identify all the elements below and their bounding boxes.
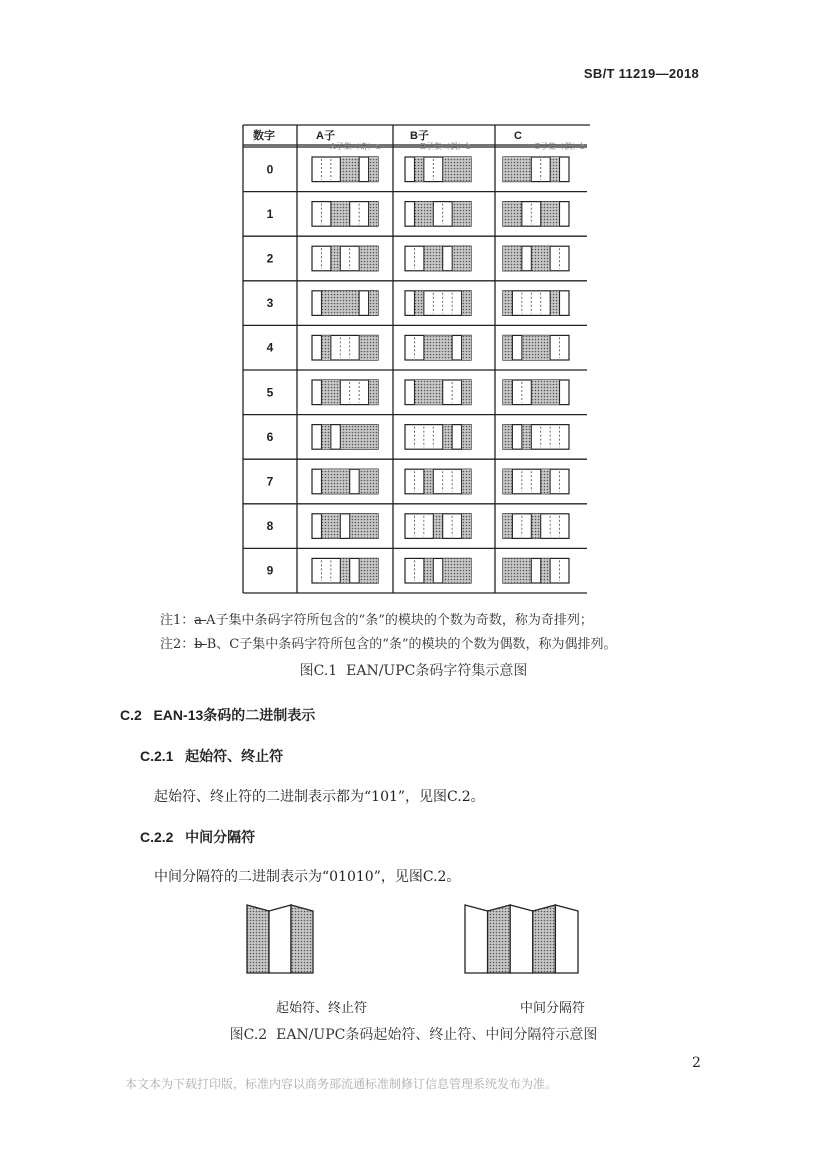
standard-number: SB/T 11219—2018 [583, 66, 699, 81]
barcode-char-a-7 [312, 469, 378, 494]
note-1-text: A子集中条码字符所包含的“条”的模块的个数为奇数，称为奇排列； [206, 613, 593, 628]
digit-label: 9 [266, 563, 274, 578]
barcode-char-b-8 [405, 514, 471, 539]
note-2 [160, 633, 617, 652]
barcode-char-b-6 [405, 425, 471, 450]
bar-module [488, 905, 511, 973]
section-title: EAN-13条码的二进制表示 [153, 707, 316, 723]
header-subset-c-sub: C子集（偶）b [534, 142, 586, 151]
barcode-char-a-3 [312, 291, 378, 316]
barcode-char-a-9 [312, 558, 378, 583]
footer-disclaimer: 本文本为下载打印版，标准内容以商务部流通标准制修订信息管理系统发布为准。 [125, 1077, 558, 1091]
barcode-char-c-8 [503, 514, 569, 539]
space-module [269, 905, 291, 973]
note-1 [160, 609, 593, 628]
note-1-struck-mark: a [194, 613, 207, 628]
header-digit: 数字 [253, 130, 275, 142]
barcode-char-b-0 [405, 157, 471, 182]
start-end-guard-diagram [247, 905, 313, 973]
note-1-prefix: 注1： [160, 613, 195, 628]
barcode-char-c-5 [503, 380, 569, 405]
subsection-number: C.2.2 [140, 829, 174, 845]
barcode-char-c-7 [503, 469, 569, 494]
note-2-struck-mark: b [194, 637, 207, 652]
barcode-char-b-3 [405, 291, 471, 316]
barcode-char-c-9 [503, 558, 569, 583]
label-center-guard: 中间分隔符 [520, 1001, 586, 1016]
barcode-char-b-7 [405, 469, 471, 494]
digit-label: 6 [266, 429, 274, 444]
space-module [510, 905, 533, 973]
barcode-char-c-3 [503, 291, 569, 316]
barcode-char-a-2 [312, 246, 378, 271]
barcode-char-b-9 [405, 558, 471, 583]
subsection-title: 中间分隔符 [185, 829, 256, 845]
subsection-title: 起始符、终止符 [185, 748, 284, 764]
digit-label: 7 [266, 474, 274, 489]
subsection-number: C.2.1 [140, 748, 174, 764]
barcode-char-a-1 [312, 202, 378, 227]
figure-c2-caption: 图C.2 EAN/UPC条码起始符、终止符、中间分隔符示意图 [229, 1027, 598, 1043]
barcode-char-a-4 [312, 335, 378, 360]
page-number: 2 [692, 1055, 701, 1071]
section-heading-c2 [120, 705, 315, 725]
barcode-char-b-2 [405, 246, 471, 271]
space-module [465, 905, 488, 973]
barcode-char-a-0 [312, 157, 378, 182]
digit-label: 4 [266, 340, 274, 355]
barcode-char-b-5 [405, 380, 471, 405]
note-2-prefix: 注2： [160, 637, 195, 652]
barcode-char-a-6 [312, 425, 378, 450]
paragraph-start-end-symbol: 起始符、终止符的二进制表示都为“101”，见图C.2。 [154, 789, 485, 805]
note-2-text: B、C子集中条码字符所包含的“条”的模块的个数为偶数，称为偶排列。 [206, 637, 617, 652]
digit-label: 1 [266, 206, 274, 221]
figure-c1-caption: 图C.1 EAN/UPC条码字符集示意图 [299, 663, 528, 679]
figure-c2-guard-diagrams [240, 895, 590, 980]
barcode-char-c-4 [503, 335, 569, 360]
header-subset-c: C [514, 130, 522, 142]
header-subset-b-sub: B子集（偶）b [420, 142, 471, 151]
subsection-heading-c22 [140, 827, 255, 847]
digit-label: 0 [266, 162, 274, 177]
digit-label: 3 [266, 296, 274, 311]
bar-module [247, 905, 269, 973]
section-number: C.2 [120, 707, 142, 723]
header-subset-b: B子 [410, 130, 429, 142]
barcode-char-c-6 [503, 425, 569, 450]
space-module [555, 905, 578, 973]
barcode-char-c-0 [503, 157, 569, 182]
paragraph-center-guard: 中间分隔符的二进制表示为“01010”，见图C.2。 [154, 869, 461, 885]
barcode-char-c-1 [503, 202, 569, 227]
subsection-heading-c21 [140, 746, 283, 766]
digit-label: 2 [266, 251, 274, 266]
barcode-char-a-5 [312, 380, 378, 405]
barcode-char-b-4 [405, 335, 471, 360]
bar-module [291, 905, 313, 973]
barcode-char-b-1 [405, 202, 471, 227]
header-subset-a-sub: A子集（奇）a [330, 142, 381, 151]
digit-label: 5 [266, 385, 274, 400]
digit-label: 8 [266, 519, 274, 534]
label-start-end-guard: 起始符、终止符 [276, 1001, 368, 1016]
center-guard-diagram [465, 905, 578, 973]
barcode-char-c-2 [503, 246, 569, 271]
barcode-char-a-8 [312, 514, 378, 539]
bar-module [533, 905, 556, 973]
header-subset-a: A子 [316, 130, 335, 142]
barcode-charset-table [240, 122, 592, 600]
